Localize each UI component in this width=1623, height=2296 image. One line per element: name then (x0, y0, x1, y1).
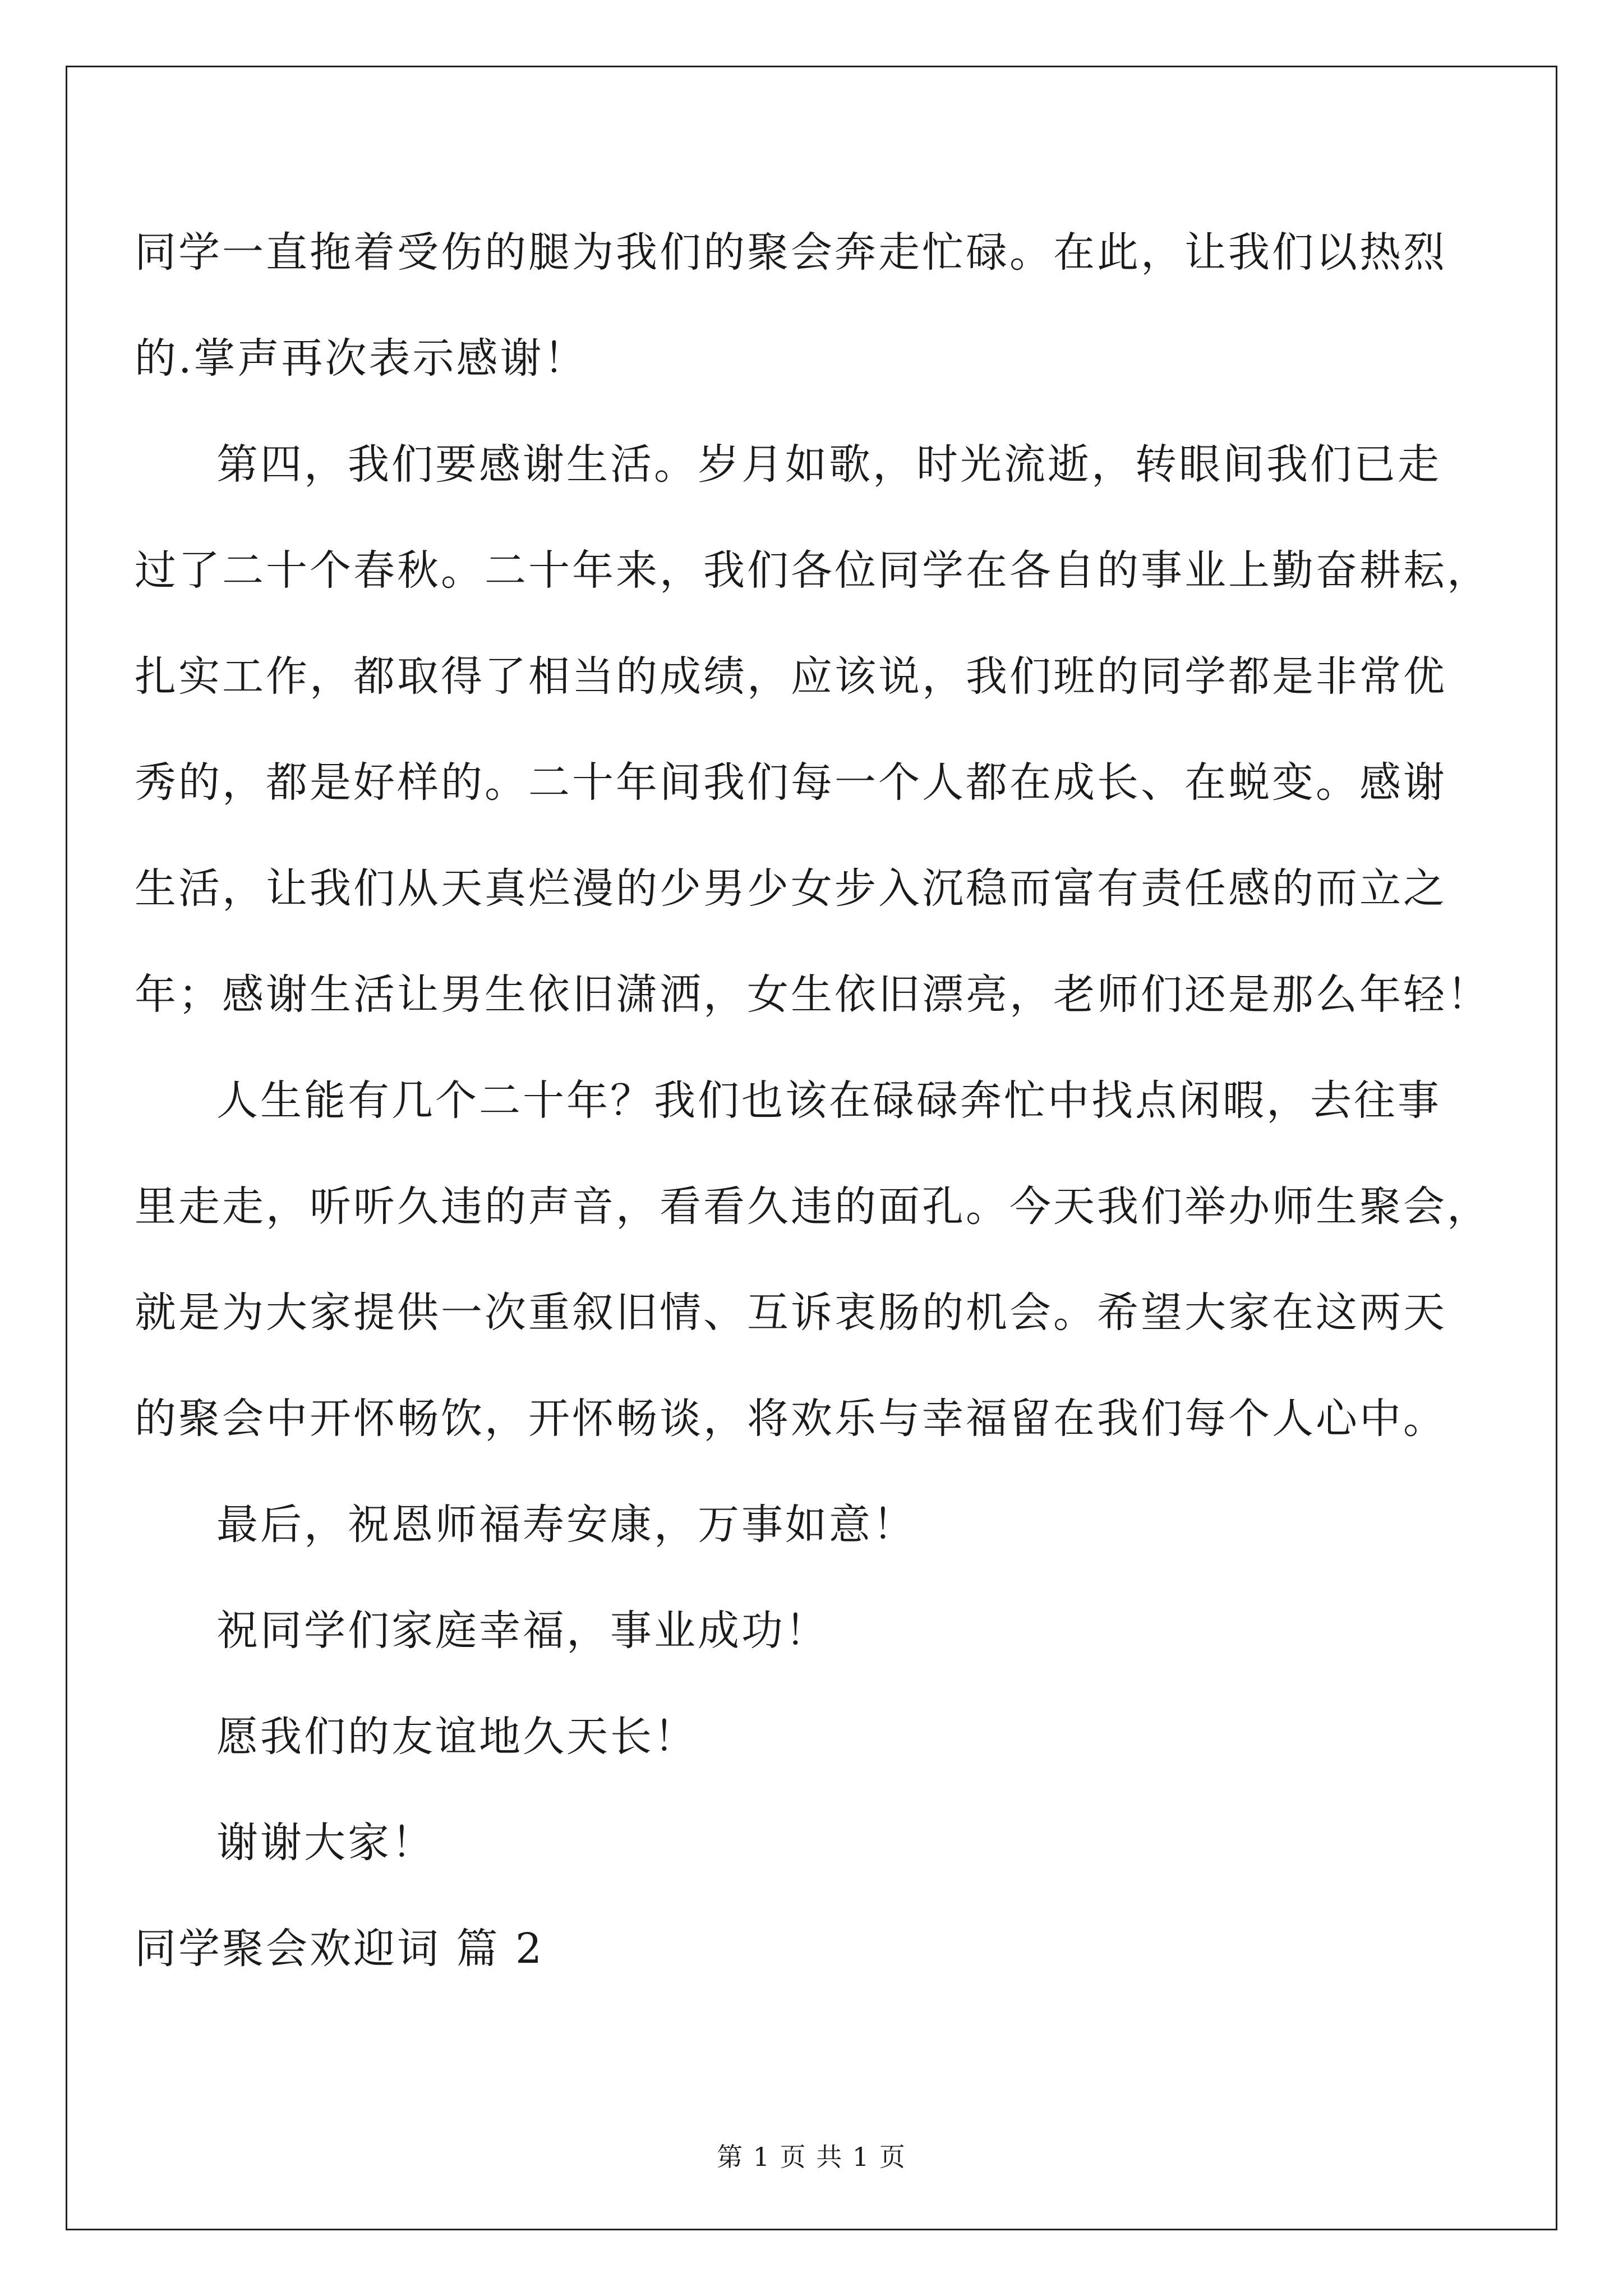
text-line: 扎实工作，都取得了相当的成绩，应该说，我们班的同学都是非常优 (135, 652, 1447, 701)
text-line: 年；感谢生活让男生依旧潇洒，女生依旧漂亮，老师们还是那么年轻！ (135, 970, 1491, 1019)
text-line: 人生能有几个二十年？我们也该在碌碌奔忙中找点闲暇，去往事 (216, 1076, 1441, 1125)
text-line: 最后，祝恩师福寿安康，万事如意！ (216, 1501, 916, 1549)
text-line: 同学一直拖着受伤的腿为我们的聚会奔走忙碌。在此，让我们以热烈 (135, 228, 1447, 277)
text-line: 秀的，都是好样的。二十年间我们每一个人都在成长、在蜕变。感谢 (135, 758, 1447, 807)
section-heading: 同学聚会欢迎词 篇 2 (135, 1925, 545, 1973)
text-line: 的.掌声再次表示感谢！ (135, 334, 588, 383)
text-line: 里走走，听听久违的声音，看看久违的面孔。今天我们举办师生聚会， (135, 1182, 1491, 1231)
page-frame (66, 66, 1557, 2230)
text-line: 谢谢大家！ (216, 1819, 435, 1867)
text-line: 祝同学们家庭幸福，事业成功！ (216, 1607, 829, 1655)
text-line: 的聚会中开怀畅饮，开怀畅谈，将欢乐与幸福留在我们每个人心中。 (135, 1395, 1447, 1443)
text-line: 生活，让我们从天真烂漫的少男少女步入沉稳而富有责任感的而立之 (135, 864, 1447, 913)
text-line: 第四，我们要感谢生活。岁月如歌，时光流逝，转眼间我们已走 (216, 440, 1441, 489)
text-line: 愿我们的友谊地久天长！ (216, 1713, 698, 1761)
text-line: 就是为大家提供一次重叙旧情、互诉衷肠的机会。希望大家在这两天 (135, 1289, 1447, 1337)
page-number-footer: 第 1 页 共 1 页 (717, 2142, 906, 2172)
text-line: 过了二十个春秋。二十年来，我们各位同学在各自的事业上勤奋耕耘， (135, 546, 1491, 595)
